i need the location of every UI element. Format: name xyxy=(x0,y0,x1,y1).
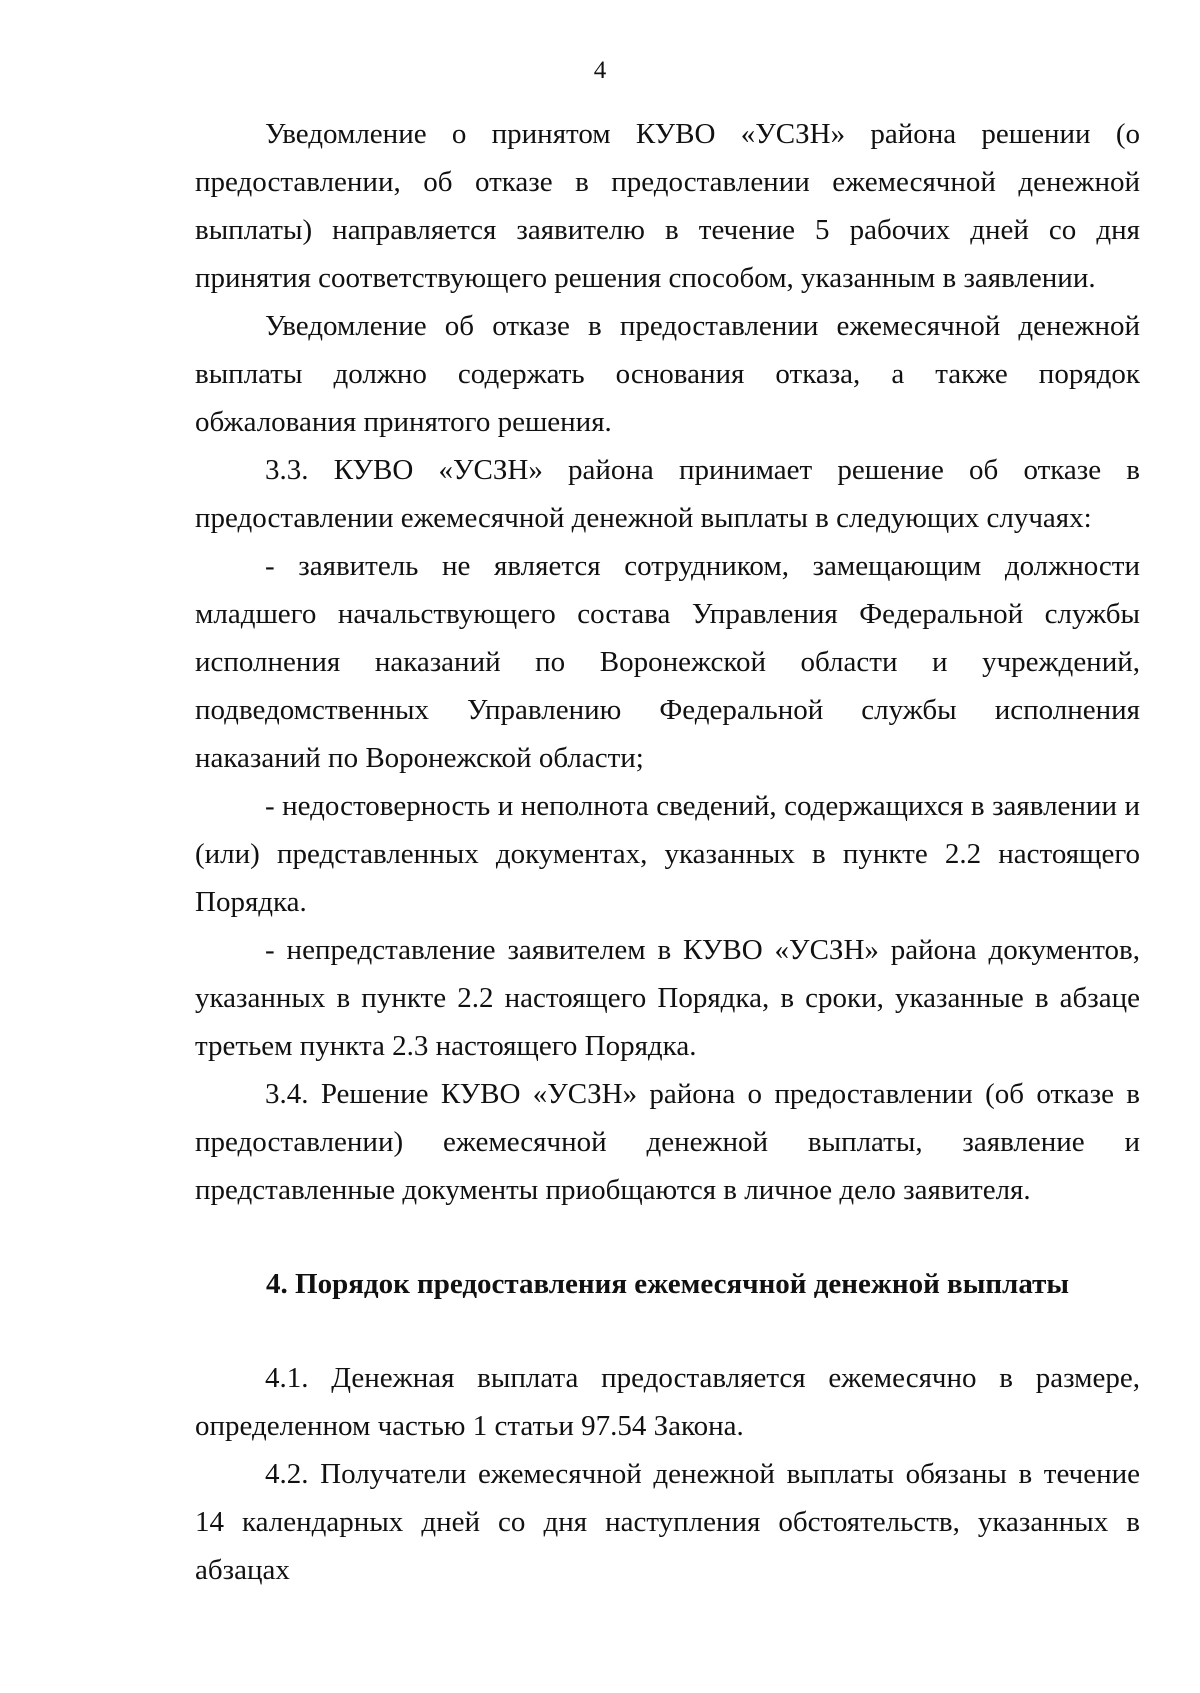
list-item-unreliable-info: - недостоверность и неполнота сведений, содержащихся в заявлении и (или) представленных документах, указанных в пункте 2.2 настоящего Порядка. xyxy=(195,790,1140,918)
paragraph-3-4: 3.4. Решение КУВО «УСЗН» района о предоставлении (об отказе в предоставлении) ежемесячной денежной выплаты, заявление и представленные документы приобщаются в личное дело заявителя. xyxy=(195,1078,1140,1206)
list-item-missing-documents: - непредставление заявителем в КУВО «УСЗН» района документов, указанных в пункте 2.2 настоящего Порядка, в сроки, указанные в абзаце третьем пункта 2.3 настоящего Порядка. xyxy=(195,934,1140,1062)
paragraph-notification-decision: Уведомление о принятом КУВО «УСЗН» района решении (о предоставлении, об отказе в предоставлении ежемесячной денежной выплаты) направляется заявителю в течение 5 рабочих дней со дня принятия соответствующего решения способом, указанным в заявлении. xyxy=(195,118,1140,294)
section-heading: 4. Порядок предоставления ежемесячной денежной выплаты xyxy=(266,1268,1069,1300)
paragraph-notification-refusal: Уведомление об отказе в предоставлении ежемесячной денежной выплаты должно содержать основания отказа, а также порядок обжалования принятого решения. xyxy=(195,310,1140,438)
document-body xyxy=(195,110,1140,1594)
paragraph-4-2: 4.2. Получатели ежемесячной денежной выплаты обязаны в течение 14 календарных дней со дня наступления обстоятельств, указанных в абзацах xyxy=(195,1458,1140,1586)
page-number: 4 xyxy=(593,57,607,84)
list-item-not-employee: - заявитель не является сотрудником, замещающим должности младшего начальствующего состава Управления Федеральной службы исполнения наказаний по Воронежской области и учреждений, подведомственных Управлению Федеральной службы исполнения наказаний по Воронежской области; xyxy=(195,550,1140,774)
paragraph-3-3: 3.3. КУВО «УСЗН» района принимает решение об отказе в предоставлении ежемесячной денежной выплаты в следующих случаях: xyxy=(195,454,1140,534)
paragraph-4-1: 4.1. Денежная выплата предоставляется ежемесячно в размере, определенном частью 1 статьи 97.54 Закона. xyxy=(195,1362,1140,1442)
